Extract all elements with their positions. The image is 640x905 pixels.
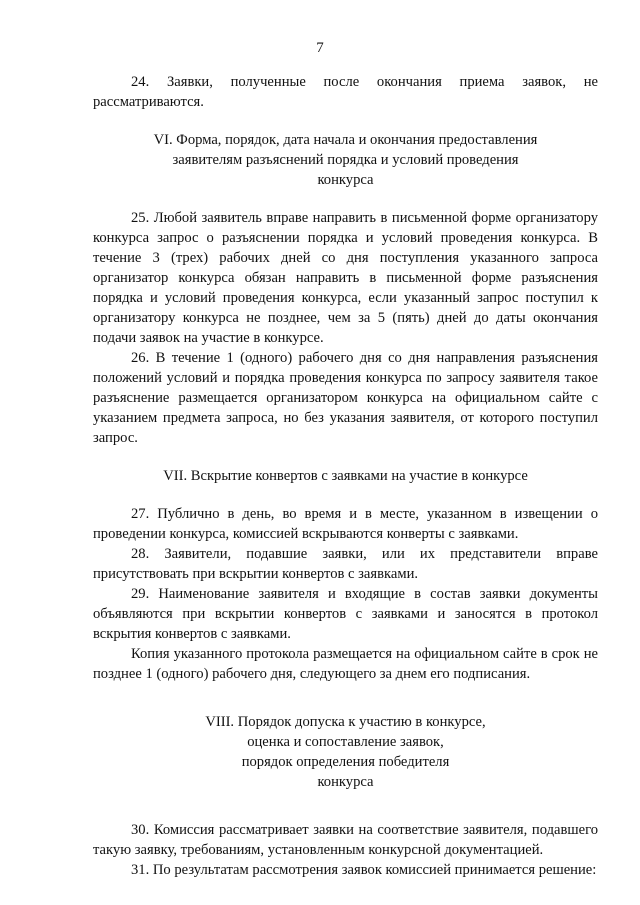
section-heading-7: [93, 466, 598, 486]
page-number: 7: [316, 40, 324, 56]
section-heading-line: заявителям разъяснений порядка и условий проведения: [172, 152, 519, 168]
paragraph-30: 30. Комиссия рассматривает заявки на соответствие заявителя, подавшего такую заявку, требованиям, установленным конкурсной документацией.: [93, 822, 598, 858]
section-heading-line: VII. Вскрытие конвертов с заявками на участие в конкурсе: [163, 468, 528, 484]
document-body: [93, 72, 598, 880]
paragraph-25: 25. Любой заявитель вправе направить в письменной форме организатору конкурса запрос о разъяснении порядка и условий проведения конкурса. В течение 3 (трех) рабочих дней со дня поступления указанного запроса организатор конкурса обязан направить в письменной форме разъяснения порядка и условий проведения конкурса, если указанный запрос поступил к организатору конкурса не позднее, чем за 5 (пять) дней до даты окончания подачи заявок на участие в конкурсе.: [93, 210, 598, 346]
paragraph-29: 29. Наименование заявителя и входящие в состав заявки документы объявляются при вскрытии конвертов с заявками и заносятся в протокол вскрытия конвертов с заявками.: [93, 586, 598, 642]
section-heading-6: [93, 130, 598, 190]
paragraph-24: 24. Заявки, полученные после окончания приема заявок, не рассматриваются.: [93, 74, 598, 110]
section-heading-line: оценка и сопоставление заявок,: [247, 734, 444, 750]
section-heading-line: порядок определения победителя: [241, 754, 450, 770]
section-heading-line: VI. Форма, порядок, дата начала и окончания предоставления: [153, 132, 538, 148]
paragraph-31: 31. По результатам рассмотрения заявок комиссией принимается решение:: [131, 862, 597, 878]
section-heading-8: [93, 712, 598, 792]
paragraph-29-continuation: Копия указанного протокола размещается на официальном сайте в срок не позднее 1 (одного) рабочего дня, следующего за днем его подписания.: [93, 646, 598, 682]
section-heading-line: конкурса: [317, 172, 374, 188]
paragraph-28: 28. Заявители, подавшие заявки, или их представители вправе присутствовать при вскрытии конвертов с заявками.: [93, 546, 598, 582]
paragraph-26: 26. В течение 1 (одного) рабочего дня со дня направления разъяснения положений условий и порядка проведения конкурса по запросу заявителя такое разъяснение размещается организатором конкурса на официальном сайте с указанием предмета запроса, но без указания заявителя, от которого поступил запрос.: [93, 350, 598, 446]
paragraph-27: 27. Публично в день, во время и в месте, указанном в извещении о проведении конкурса, комиссией вскрываются конверты с заявками.: [93, 506, 598, 542]
section-heading-line: VIII. Порядок допуска к участию в конкурсе,: [205, 714, 486, 730]
section-heading-line: конкурса: [317, 774, 374, 790]
